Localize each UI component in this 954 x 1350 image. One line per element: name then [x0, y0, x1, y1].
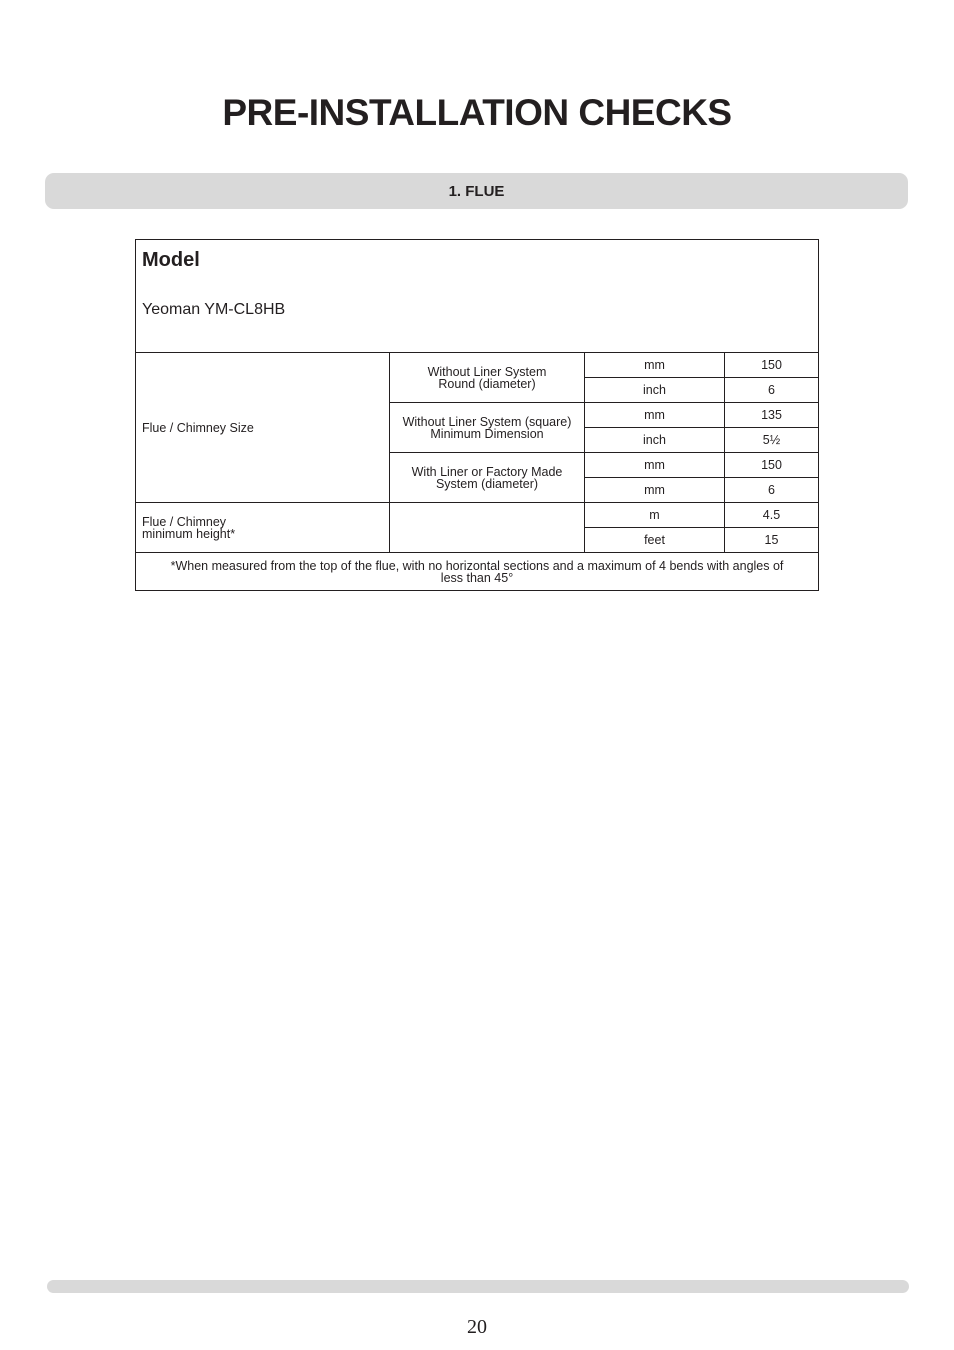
unit-cell: m — [585, 503, 725, 528]
system-description — [390, 353, 585, 403]
description-line: System (diameter) — [435, 476, 539, 491]
unit-cell: mm — [585, 353, 725, 378]
flue-spec-table — [135, 239, 819, 591]
value-cell: 6 — [725, 478, 819, 503]
section-title: 1. FLUE — [448, 182, 505, 200]
empty-cell — [390, 503, 585, 553]
label-line: Flue / Chimney — [142, 514, 227, 529]
footnote-row — [136, 553, 819, 591]
page-title: PRE-INSTALLATION CHECKS — [222, 92, 732, 133]
unit-cell: feet — [585, 528, 725, 553]
system-description — [390, 403, 585, 453]
flue-size-label: Flue / Chimney Size — [136, 353, 390, 503]
value-cell: 15 — [725, 528, 819, 553]
value-cell: 135 — [725, 403, 819, 428]
label-line: minimum height* — [142, 526, 236, 541]
section-header-bar — [45, 173, 908, 209]
value-cell: 5½ — [725, 428, 819, 453]
system-description — [390, 453, 585, 503]
value-cell: 150 — [725, 353, 819, 378]
value-cell: 4.5 — [725, 503, 819, 528]
footnote-line: *When measured from the top of the flue, with no horizontal sections and a maximum of 4 bends with angles of — [170, 558, 784, 573]
model-row — [136, 240, 819, 353]
description-line: Round (diameter) — [438, 376, 536, 391]
table-row — [136, 353, 819, 378]
page-number: 20 — [467, 1316, 487, 1338]
model-name: Yeoman YM-CL8HB — [142, 301, 286, 318]
unit-cell: inch — [585, 428, 725, 453]
value-cell: 150 — [725, 453, 819, 478]
description-line: With Liner or Factory Made — [411, 464, 563, 479]
footnote — [136, 553, 819, 591]
description-line: Without Liner System — [427, 364, 547, 379]
footer-bar — [47, 1280, 909, 1293]
description-line: Minimum Dimension — [430, 426, 544, 441]
unit-cell: mm — [585, 453, 725, 478]
description-line: Without Liner System (square) — [402, 414, 572, 429]
table-row — [136, 503, 819, 528]
model-cell — [136, 240, 819, 353]
footnote-line: less than 45° — [440, 570, 514, 585]
unit-cell: mm — [585, 478, 725, 503]
min-height-label — [136, 503, 390, 553]
unit-cell: inch — [585, 378, 725, 403]
unit-cell: mm — [585, 403, 725, 428]
model-label: Model — [142, 249, 200, 271]
value-cell: 6 — [725, 378, 819, 403]
